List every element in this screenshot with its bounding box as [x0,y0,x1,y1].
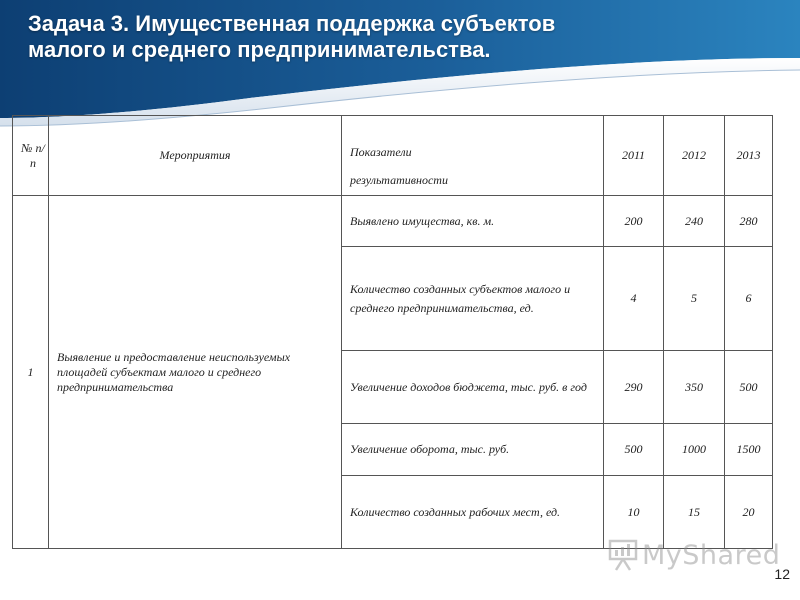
row-number: 1 [13,196,49,549]
value-2013: 20 [725,476,773,549]
value-2011: 4 [604,247,664,351]
value-2012: 5 [664,247,725,351]
value-2013: 500 [725,351,773,424]
header-indicators [342,116,604,196]
indicator-cell: Выявлено имущества, кв. м. [342,196,604,247]
header-year-2011: 2011 [604,116,664,196]
header-measures: Мероприятия [49,116,342,196]
value-2012: 1000 [664,424,725,476]
watermark-text: MyShared [642,539,781,571]
slide-title [28,11,668,63]
slide-title-line-1: Задача 3. Имущественная поддержка субъектов [28,11,556,36]
value-2012: 240 [664,196,725,247]
value-2011: 290 [604,351,664,424]
header-indicators-line-2: результативности [350,173,448,187]
value-2013: 6 [725,247,773,351]
indicator-cell: Увеличение доходов бюджета, тыс. руб. в год [342,351,604,424]
indicator-cell: Количество созданных субъектов малого и среднего предпринимательства, ед. [342,247,604,351]
value-2013: 280 [725,196,773,247]
table-row [13,196,773,247]
value-2012: 350 [664,351,725,424]
watermark [608,537,780,573]
indicator-cell: Увеличение оборота, тыс. руб. [342,424,604,476]
slide-title-line-2: малого и среднего предпринимательства. [28,37,491,62]
value-2011: 500 [604,424,664,476]
value-2011: 200 [604,196,664,247]
indicators-table [12,115,773,549]
measure-cell: Выявление и предоставление неиспользуемых площадей субъектам малого и среднего предпринимательства [49,196,342,549]
indicator-cell: Количество созданных рабочих мест, ед. [342,476,604,549]
value-2011: 10 [604,476,664,549]
value-2012: 15 [664,476,725,549]
header-indicators-line-1: Показатели [350,145,412,159]
header-year-2012: 2012 [664,116,725,196]
table-header-row [13,116,773,196]
header-num [13,116,49,196]
slide-header [0,0,800,130]
presentation-board-icon [608,538,638,572]
header-num-text: № п/п [21,140,45,170]
header-year-2013: 2013 [725,116,773,196]
page-number: 12 [774,566,790,582]
value-2013: 1500 [725,424,773,476]
